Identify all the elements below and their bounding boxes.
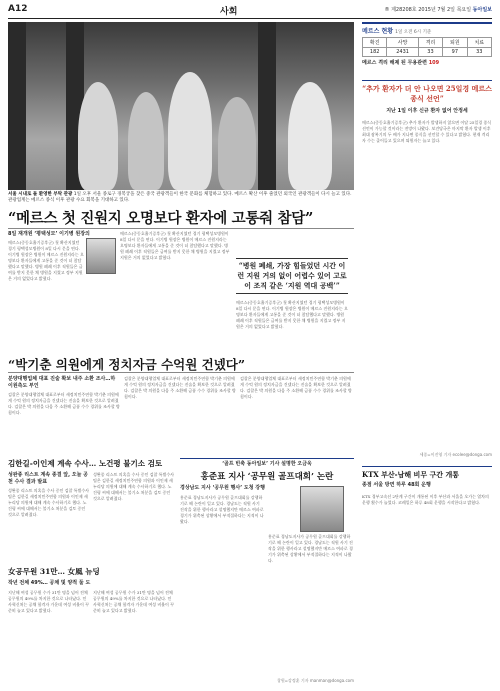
table-header: 확진 (363, 38, 387, 48)
table-cell: 97 (443, 48, 467, 57)
third-subhead: 성완종 리스트 계속 종결 앞, 오늘 공천 수사 결과 발표 (8, 472, 88, 485)
dateline: ® 제28208호 2015년 7월 2일 목요일 동아일보 (384, 7, 492, 13)
main-body-col3: 메르스(중동호흡기증후군) 첫 확산지였던 경기 평택성모병원이 8일 다시 문을 연다. 이기병 원장은 병원이 메르스 진원지라는 오명보다 환자들에게 고통을 준 것이 더 참담했다고 말했다. 병원 폐쇄 이후 직원들은 급여를 받지 못한 채 병원을 지켰고 정부 지원은 거의 없었다고 밝혔다. (236, 300, 348, 329)
table-cell: 2431 (387, 48, 418, 57)
sidebar-title: 메르스 현황 1일 오전 6시 기준 (362, 22, 492, 35)
golf-body-col2: 홍준표 경남도지사가 공무원 골프대회를 강행하기로 해 논란이 일고 있다. 경남도는 직원 사기 진작을 위한 행사라고 설명했지만 메르스 여파로 경기가 위축된 상황에서 부적절하다는 지적이 나왔다. (268, 534, 353, 563)
ktx-body: KTX 경부고속선 2단계 구간이 개통된 이후 부산과 서울을 오가는 열차의 운행 횟수가 늘었다. 코레일은 하루 48회 운행을 시작한다고 밝혔다. (362, 494, 489, 505)
third-headline: 김한길-이인제 계속 수사… 노건평 불기소 검토 (8, 459, 163, 468)
divider (8, 228, 354, 229)
sidebar-lead-body: 메르스(중동호흡기증후군) 추가 환자가 발생하지 않으면 이달 25일경 종식 선언이 가능할 것이라는 전망이 나왔다. 보건당국은 마지막 환자 발생 이후 최대 잠복기의 두 배가 지나면 종식을 선언할 수 있다고 밝혔다. 현재 격리자 수는 줄어들고 있으며 퇴원자는 늘고 있다. (362, 120, 492, 143)
main-subhead: 8일 재개원 ‘평택성모’ 이기병 원장의 (8, 231, 90, 237)
third-body-col2: 성완종 리스트 의혹을 수사 중인 검찰 특별수사팀은 김한길 새정치민주연합 의원과 이인제 새누리당 의원에 대해 계속 수사하기로 했다. 노건평 씨에 대해서는 불기소 처분을 검토 중인 것으로 알려졌다. (93, 472, 175, 501)
second-body-col2: 검찰은 분양대행업체 대표로부터 새정치민주연합 박기춘 의원에게 수억 원의 정치자금을 건넸다는 진술을 확보한 것으로 알려졌다. 검찰은 박 의원을 다음 주 소환해 금품 수수 경위를 조사할 방침이다. (124, 376, 236, 399)
table-header: 사망 (387, 38, 418, 48)
table-header: 퇴원 (443, 38, 467, 48)
main-body-col1: 메르스(중동호흡기증후군) 첫 확산지였던 경기 평택성모병원이 8일 다시 문을 연다. 이기병 원장은 병원이 메르스 진원지라는 오명보다 환자들에게 고통을 준 것이 더 참담했다고 말했다. 병원 폐쇄 이후 직원들은 급여를 받지 못한 채 병원을 지켰고 정부 지원은 거의 없었다고 밝혔다. (8, 240, 84, 281)
bottom-left-body-col2: 지난해 여성 공무원 수가 31만 명을 넘어 전체 공무원의 49%를 차지한 것으로 나타났다. 인사혁신처는 공채 합격자 가운데 여성 비율이 꾸준히 늘고 있다고 밝혔다. (93, 590, 175, 613)
table-cell: 182 (363, 48, 387, 57)
paper-name: 동아일보 (472, 7, 492, 13)
photo-caption: 서울 시내로 돌 환영한 부탁 관광 1일 오후 서울 종로구 경복궁을 찾은 중국 관광객들이 한국 문화를 체험하고 있다. 메르스 확산 이후 줄었던 외국인 관광객들이 다시 늘고 있다. 관광업계는 메르스 종식 이후 관광 수요 회복을 기대하고 있다. (8, 192, 352, 203)
page-number: A12 (8, 4, 28, 14)
second-body-col1: 검찰은 분양대행업체 대표로부터 새정치민주연합 박기춘 의원에게 수억 원의 정치자금을 건넸다는 진술을 확보한 것으로 알려졌다. 검찰은 박 의원을 다음 주 소환해 금품 수수 경위를 조사할 방침이다. (8, 392, 120, 415)
ktx-headline: KTX 부산-남해 비무 구간 개통 (362, 470, 459, 479)
pull-quote: “병원 폐쇄, 가장 힘들었던 시간 이런 지원 거의 없이 어렵수 있어 고로이 조직 같은 ‘지원 역대 공백’” (236, 258, 348, 294)
golf-subhead: 경상남도 지사 ‘공무원 행사’ 도청 강행 (180, 485, 265, 491)
main-headline: “메르스 첫 진원지 오명보다 환자에 고통줘 참담” (8, 210, 314, 227)
golf-headline: 홍준표 지사 ‘공무원 골프대회’ 논란 (200, 472, 334, 482)
mers-status-table (362, 37, 492, 57)
section-title: 사회 (220, 7, 238, 17)
sidebar (362, 22, 492, 66)
author-photo (86, 238, 116, 274)
golf-byline: 창원=강정훈 기자 manman@donga.com (276, 678, 354, 683)
ktx-story-box (362, 466, 492, 467)
golf-kicker: ‘골프 빈축 동아일보’ 기사 설명한 오금욱 (222, 461, 312, 467)
ktx-subhead: 종점 서울 방면 하루 48회 운행 (362, 482, 431, 488)
bottom-left-headline: 女공무원 31만… 女風 뉴딩 (8, 567, 100, 576)
main-photo (8, 22, 354, 190)
golf-photo (300, 486, 344, 532)
second-headline: “박기춘 의원에게 정치자금 수억원 건넸다” (8, 357, 246, 372)
golf-story-box (180, 458, 354, 459)
third-body-col1: 성완종 리스트 의혹을 수사 중인 검찰 특별수사팀은 김한길 새정치민주연합 의원과 이인제 새누리당 의원에 대해 계속 수사하기로 했다. 노건평 씨에 대해서는 불기소 처분을 검토 중인 것으로 알려졌다. (8, 488, 90, 517)
golf-body-col1: 홍준표 경남도지사가 공무원 골프대회를 강행하기로 해 논란이 일고 있다. 경남도는 직원 사기 진작을 위한 행사라고 설명했지만 메르스 여파로 경기가 위축된 상황에서 부적절하다는 지적이 나왔다. (180, 495, 264, 524)
sidebar-lead-headline: “추가 환자가 더 안 나오면 25일경 메르스 종식 선언” (362, 84, 492, 103)
second-subhead: 분양대행업체 대표 진술 확보 내주 소환 조사…하이원측도 부인 (8, 376, 116, 389)
sidebar-lead-subhead: 지난 1일 이후 신규 환자 없어 안정세 (386, 108, 468, 114)
sidebar-lead-box (362, 80, 492, 81)
table-cell: 33 (418, 48, 442, 57)
divider (8, 372, 354, 373)
second-body-col3: 검찰은 분양대행업체 대표로부터 새정치민주연합 박기춘 의원에게 수억 원의 정치자금을 건넸다는 진술을 확보한 것으로 알려졌다. 검찰은 박 의원을 다음 주 소환해 금품 수수 경위를 조사할 방침이다. (240, 376, 352, 399)
table-header: 격리 (418, 38, 442, 48)
sidebar-note: 메르스 격리 해제 된 무용관련 109 (362, 60, 440, 66)
bottom-left-body-col1: 지난해 여성 공무원 수가 31만 명을 넘어 전체 공무원의 49%를 차지한 것으로 나타났다. 인사혁신처는 공채 합격자 가운데 여성 비율이 꾸준히 늘고 있다고 밝혔다. (8, 590, 90, 613)
table-cell: 33 (467, 48, 491, 57)
main-body-col2: 메르스(중동호흡기증후군) 첫 확산지였던 경기 평택성모병원이 8일 다시 문을 연다. 이기병 원장은 병원이 메르스 진원지라는 오명보다 환자들에게 고통을 준 것이 더 참담했다고 말했다. 병원 폐쇄 이후 직원들은 급여를 받지 못한 채 병원을 지켰고 정부 지원은 거의 없었다고 밝혔다. (120, 231, 230, 260)
table-header: 치료 (467, 38, 491, 48)
bottom-left-subhead: 작년 전체 49%… 공채 및 양적 둘 도 (8, 580, 91, 586)
page-header (8, 4, 492, 19)
sidebar-lead-byline: 세종=이진영 기자 ecolee@donga.com (419, 452, 492, 457)
